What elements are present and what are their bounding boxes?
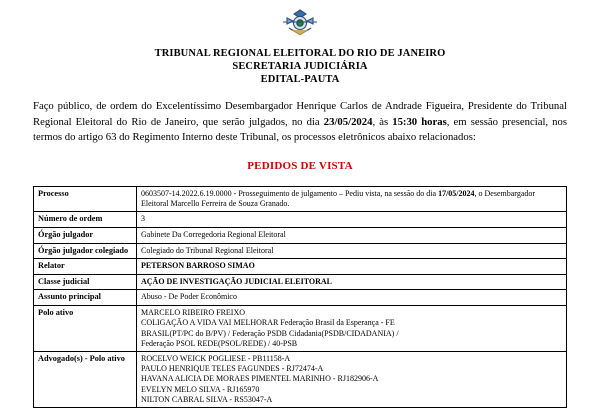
row-value: Abuso - De Poder Econômico bbox=[137, 290, 567, 306]
processo-text-post: , o Desembargador Eleitoral Marcello Ferreira de Souza Granado. bbox=[141, 188, 536, 209]
row-label: Advogado(s) - Polo ativo bbox=[34, 351, 137, 407]
processo-text-pre: 0603507-14.2022.6.19.0000 - Prosseguimento de julgamento – Pediu vista, na sessão do dia bbox=[141, 188, 439, 198]
header-line-doctype: EDITAL-PAUTA bbox=[260, 74, 340, 86]
table-row bbox=[34, 306, 567, 352]
row-label: Relator bbox=[34, 259, 137, 275]
processo-session-date: 17/05/2024 bbox=[438, 188, 475, 198]
advogado-line: PAULO HENRIQUE TELES FAGUNDES - RJ72474-A bbox=[141, 364, 324, 374]
intro-time: 15:30 horas bbox=[392, 115, 447, 128]
document-header bbox=[33, 47, 567, 86]
row-label: Processo bbox=[34, 186, 137, 211]
advogado-line: EVELYN MELO SILVA - RJ165970 bbox=[141, 384, 260, 394]
intro-part-2: , às bbox=[372, 115, 393, 128]
table-row bbox=[34, 186, 567, 211]
row-value bbox=[137, 306, 567, 352]
process-details-table bbox=[33, 186, 567, 408]
brasao-republica-icon bbox=[279, 8, 321, 38]
polo-ativo-line: Federação PSOL REDE(PSOL/REDE) / 40-PSB bbox=[141, 338, 298, 348]
row-label: Polo ativo bbox=[34, 306, 137, 352]
polo-ativo-line: MARCELO RIBEIRO FREIXO bbox=[141, 308, 246, 318]
advogado-line: HAVANA ALICIA DE MORAES PIMENTEL MARINHO - RJ182906-A bbox=[141, 374, 379, 384]
polo-ativo-line: BRASIL(PT/PC do B/PV) / Federação PSDB Cidadania(PSDB/CIDADANIA) / bbox=[141, 328, 399, 338]
row-label: Número de ordem bbox=[34, 212, 137, 228]
emblem-container bbox=[33, 8, 567, 43]
table-row bbox=[34, 290, 567, 306]
section-title: PEDIDOS DE VISTA bbox=[247, 159, 353, 172]
header-line-institution: TRIBUNAL REGIONAL ELEITORAL DO RIO DE JANEIRO bbox=[154, 48, 446, 59]
row-value: AÇÃO DE INVESTIGAÇÃO JUDICIAL ELEITORAL bbox=[137, 274, 567, 290]
row-value bbox=[137, 351, 567, 407]
table-row bbox=[34, 212, 567, 228]
table-row bbox=[34, 243, 567, 259]
polo-ativo-line: COLIGAÇÃO A VIDA VAI MELHORAR Federação Brasil da Esperança - FE bbox=[141, 318, 395, 328]
advogado-line: NILTON CABRAL SILVA - RS53047-A bbox=[141, 394, 273, 404]
row-value: 3 bbox=[137, 212, 567, 228]
row-label: Órgão julgador bbox=[34, 228, 137, 244]
row-value: Gabinete Da Corregedoria Regional Eleitoral bbox=[137, 228, 567, 244]
table-row bbox=[34, 351, 567, 407]
table-row bbox=[34, 228, 567, 244]
intro-part-3: , em sessão presencial, nos termos do artigo 63 do Regimento Interno deste Tribunal, os processos eletrônicos abaixo relacionados: bbox=[33, 115, 568, 144]
row-label: Órgão julgador colegiado bbox=[34, 243, 137, 259]
table-row bbox=[34, 274, 567, 290]
table-row bbox=[34, 259, 567, 275]
intro-paragraph bbox=[33, 99, 567, 146]
row-value bbox=[137, 186, 567, 211]
intro-date: 23/05/2024 bbox=[323, 115, 373, 128]
row-label: Classe judicial bbox=[34, 274, 137, 290]
row-value: PETERSON BARROSO SIMAO bbox=[137, 259, 567, 275]
header-line-department: SECRETARIA JUDICIÁRIA bbox=[232, 61, 368, 73]
intro-part-1: Faço público, de ordem do Excelentíssimo Desembargador Henrique Carlos de Andrade Figueira, Presidente do Tribunal Regional Eleitoral do Rio de Janeiro, que serão julgados, no dia bbox=[33, 100, 567, 128]
row-label: Assunto principal bbox=[34, 290, 137, 306]
advogado-line: ROCELVO WEICK POGLIESE - PB11158-A bbox=[141, 353, 291, 363]
row-value: Colegiado do Tribunal Regional Eleitoral bbox=[137, 243, 567, 259]
